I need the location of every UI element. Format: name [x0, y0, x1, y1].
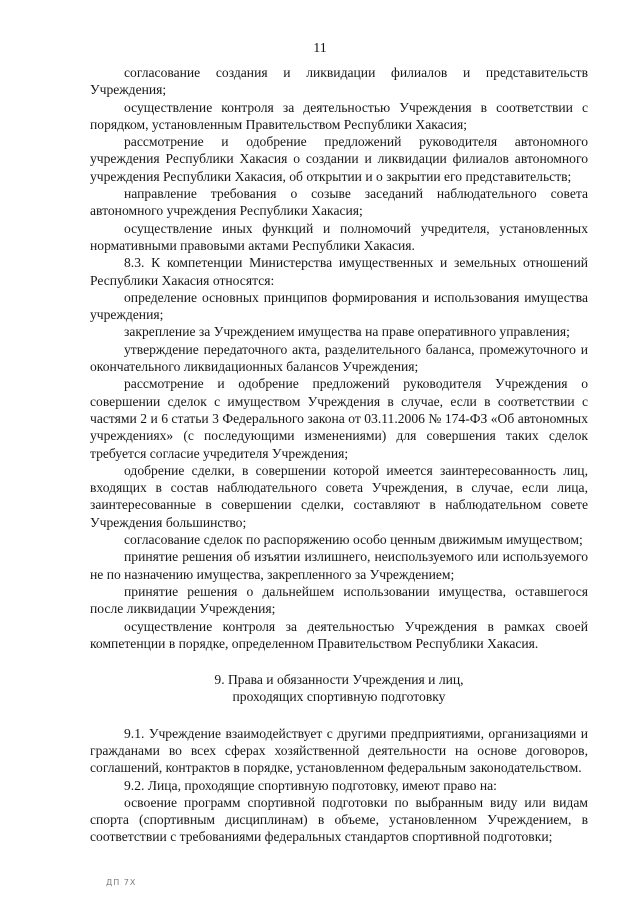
paragraph: осуществление контроля за деятельностью Учреждения в рамках своей компетенции в порядке, определенном Правительством Республики Хакасия. — [90, 618, 588, 651]
paragraph: 8.3. К компетенции Министерства имущественных и земельных отношений Республики Хакасия относятся: — [90, 255, 588, 288]
paragraph: утверждение передаточного акта, разделительного баланса, промежуточного и окончательного ликвидационных балансов Учреждения; — [90, 341, 588, 375]
paragraph: согласование сделок по распоряжению особо ценным движимым имуществом; — [124, 532, 583, 548]
paragraph: освоение программ спортивной подготовки по выбранным виду или видам спорта (спортивным дисциплинам) в объеме, установленном Учреждением, в соответствии с требованиями федеральных стандартов спортивной подготовки; — [90, 794, 588, 845]
paragraph: 9.1. Учреждение взаимодействует с другими предприятиями, организациями и гражданами во всех сферах хозяйственной деятельности на основе договоров, соглашений, контрактов в порядке, установленном федеральным законодательством. — [90, 725, 588, 776]
paragraph: согласование создания и ликвидации филиалов и представительств Учреждения; — [90, 65, 588, 98]
paragraph: определение основных принципов формирования и использования имущества учреждения; — [90, 289, 588, 323]
paragraph: 9.2. Лица, проходящие спортивную подготовку, имеют право на: — [124, 777, 497, 793]
paragraph: осуществление иных функций и полномочий учредителя, установленных нормативными правовыми актами Республики Хакасия. — [90, 220, 588, 253]
document-body — [90, 64, 588, 846]
page-number: 11 — [313, 41, 327, 56]
paragraph: принятие решения об изъятии излишнего, неиспользуемого или используемого не по назначению имущества, закрепленного за Учреждением; — [90, 549, 588, 582]
paragraph: рассмотрение и одобрение предложений руководителя автономного учреждения Республики Хакасия о создании и ликвидации филиалов автономного учреждения Республики Хакасия, об открытии и о закрытии его представительств; — [90, 134, 588, 184]
paragraph: направление требования о созыве заседаний наблюдательного совета автономного учреждения Республики Хакасия; — [90, 186, 588, 219]
paragraph: одобрение сделки, в совершении которой имеется заинтересованность лиц, входящих в состав наблюдательного совета Учреждения, в случае, если лица, заинтересованные в совершении сделки, составляют в наблюдательном совете Учреждения большинство; — [90, 462, 588, 530]
section-heading-line: 9. Права и обязанности Учреждения и лиц, — [214, 672, 464, 688]
paragraph: принятие решения о дальнейшем использовании имущества, оставшегося после ликвидации Учреждения; — [90, 583, 588, 617]
paragraph: рассмотрение и одобрение предложений руководителя Учреждения о совершении сделок с имуществом Учреждения в случае, если в соответствии с частями 2 и 6 статьи 3 Федерального закона от 03.11.2006 № 174-ФЗ «Об автономных учреждениях» (с последующими изменениями) для совершения таких сделок требуется согласие учредителя Учреждения; — [90, 376, 588, 461]
paragraph: закрепление за Учреждением имущества на праве оперативного управления; — [124, 324, 570, 340]
paragraph: осуществление контроля за деятельностью Учреждения в соответствии с порядком, установленным Правительством Республики Хакасия; — [90, 99, 588, 132]
section-heading — [90, 671, 588, 706]
section-heading-line: проходящих спортивную подготовку — [232, 689, 446, 705]
footer-mark: ДП 7Х — [106, 878, 137, 887]
